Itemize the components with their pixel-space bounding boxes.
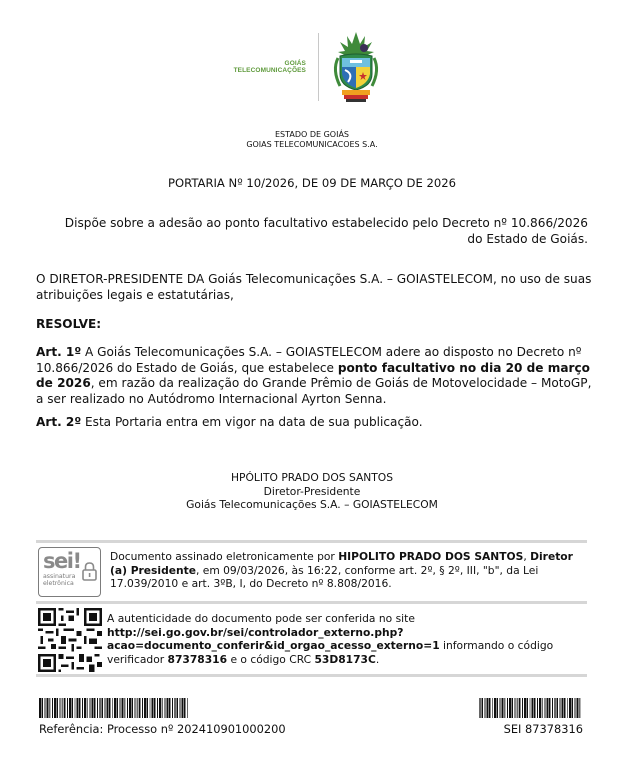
- barcode-bar: [139, 698, 140, 718]
- barcode-bar: [75, 698, 76, 718]
- barcode-bar: [112, 698, 113, 718]
- barcode-bar: [542, 698, 543, 718]
- barcode-bar: [187, 698, 188, 718]
- signature-text-suffix: , em 09/03/2026, às 16:22, conforme art. 2º, § 2º, III, "b", da Lei 17.039/2010 e art. 3ºB, I, do Decreto nº 8.808/2016.: [110, 563, 539, 591]
- barcode-bar: [87, 698, 88, 718]
- barcode-bar: [72, 698, 73, 718]
- barcode-bar: [122, 698, 124, 718]
- signer-role: Diretor-Presidente: [263, 484, 361, 498]
- barcode-bar: [159, 698, 161, 718]
- barcode-bar: [552, 698, 553, 718]
- article-1-text-end: , em razão da realização do Grande Prêmio de Goiás de Motovelocidade – MotoGP, a ser realizado no Autódromo Internacional Ayrton Senna.: [36, 376, 592, 406]
- barcode-bar: [532, 698, 534, 718]
- signer-organization: Goiás Telecomunicações S.A. – GOIASTELECOM: [186, 498, 438, 511]
- barcode-bar: [549, 698, 550, 718]
- article-2: [36, 415, 592, 431]
- barcode-bar: [545, 698, 546, 718]
- lock-icon: [82, 561, 97, 581]
- signature-text: Documento assinado eletronicamente por: [110, 550, 339, 563]
- article-1-highlight: ponto facultativo no dia 20 de março de 2026: [36, 360, 590, 390]
- barcode-bar: [47, 698, 49, 718]
- barcode-bar: [497, 698, 498, 718]
- signature-signer-role: Diretor (a) Presidente: [110, 550, 573, 577]
- barcode-bar: [147, 698, 148, 718]
- logo-divider: [318, 33, 319, 101]
- barcode-bar: [64, 698, 65, 718]
- authenticity-url-line-2[interactable]: acao=documento_conferir&id_orgao_acesso_externo=1: [107, 639, 440, 653]
- barcode-bar: [162, 698, 163, 718]
- barcode-bar: [494, 698, 496, 718]
- barcode-bar: [107, 698, 109, 718]
- barcode-bar: [45, 698, 46, 718]
- barcode-bar: [97, 698, 98, 718]
- article-1-text: A Goiás Telecomunicações S.A. – GOIASTELECOM adere ao disposto no Decreto nº 10.866/2026 do Estado de Goiás, que estabelece: [36, 345, 582, 375]
- barcode-bar: [60, 698, 61, 718]
- barcode-bar: [167, 698, 169, 718]
- state-name: ESTADO DE GOIÁS: [274, 130, 350, 139]
- barcode-bar: [180, 698, 181, 718]
- barcode-bar: [557, 698, 558, 718]
- barcode-bar: [527, 698, 528, 718]
- separator: [36, 674, 587, 677]
- barcode-bar: [154, 698, 155, 718]
- barcode-bar: [157, 698, 158, 718]
- barcode-bar: [54, 698, 56, 718]
- barcode-bar: [165, 698, 166, 718]
- qr-code-icon[interactable]: [38, 608, 102, 672]
- barcode-bar: [554, 698, 556, 718]
- signature-comma: ,: [523, 550, 527, 563]
- ementa-line-1: Dispõe sobre a adesão ao ponto facultativo estabelecido pelo Decreto nº 10.866/2026: [64, 216, 588, 230]
- barcode-bar: [135, 698, 136, 718]
- authenticity-url-line-1[interactable]: http://sei.go.gov.br/sei/controlador_externo.php?: [107, 625, 404, 639]
- authenticity-text-end: .: [375, 652, 380, 666]
- signature-block: [0, 471, 624, 512]
- authenticity-text: A autenticidade do documento pode ser conferida no site: [107, 612, 415, 625]
- barcode-bar: [109, 698, 110, 718]
- authenticity-text-mid: informando o código verificador: [107, 639, 554, 666]
- barcode-bar: [537, 698, 538, 718]
- goiastelecom-logo-text: [232, 60, 306, 74]
- barcode-bar: [504, 698, 505, 718]
- barcode-bar: [57, 698, 58, 718]
- barcode-bar: [182, 698, 184, 718]
- barcode-bar: [507, 698, 508, 718]
- separator: [36, 601, 587, 604]
- barcode-bar: [174, 698, 176, 718]
- barcode-bar: [502, 698, 504, 718]
- authenticity-info: [107, 612, 592, 666]
- portaria-title: PORTARIA Nº 10/2026, DE 09 DE MARÇO DE 2026: [168, 176, 456, 190]
- logo-line-2: TELECOMUNICAÇÕES: [233, 67, 306, 74]
- barcode-bar: [560, 698, 561, 718]
- barcode-bar: [69, 698, 71, 718]
- barcode-bar: [562, 698, 564, 718]
- barcode-bar: [42, 698, 43, 718]
- barcode-bar: [84, 698, 86, 718]
- barcode-bar: [522, 698, 523, 718]
- process-barcode-icon: [39, 698, 189, 718]
- process-reference: Referência: Processo nº 202410901000200: [39, 722, 286, 736]
- sei-stamp-caption-1: assinatura: [43, 573, 76, 580]
- barcode-bar: [539, 698, 541, 718]
- article-1-label: Art. 1º: [36, 345, 82, 359]
- barcode-bar: [512, 698, 513, 718]
- barcode-bar: [184, 698, 185, 718]
- barcode-bar: [117, 698, 118, 718]
- article-2-label: Art. 2º: [36, 415, 82, 429]
- barcode-bar: [127, 698, 128, 718]
- electronic-signature-info: [110, 550, 590, 591]
- signature-signer: HIPOLITO PRADO DOS SANTOS: [338, 550, 524, 563]
- barcode-bar: [129, 698, 131, 718]
- preamble: O DIRETOR-PRESIDENTE DA Goiás Telecomunicações S.A. – GOIASTELECOM, no uso de suas atribuições legais e estatutárias,: [36, 272, 592, 302]
- barcode-bar: [150, 698, 151, 718]
- barcode-bar: [567, 698, 568, 718]
- barcode-bar: [77, 698, 79, 718]
- separator: [36, 540, 587, 543]
- barcode-bar: [79, 698, 80, 718]
- company-name: GOIAS TELECOMUNICACOES S.A.: [246, 140, 378, 149]
- barcode-bar: [530, 698, 531, 718]
- barcode-bar: [492, 698, 493, 718]
- sei-stamp-caption-2: eletrônica: [43, 580, 74, 587]
- sei-document-number: SEI 87378316: [503, 722, 583, 736]
- sei-barcode-icon: [479, 698, 583, 718]
- article-1: [36, 345, 592, 407]
- ementa-line-2: do Estado de Goiás.: [467, 231, 588, 246]
- barcode-bar: [90, 698, 91, 718]
- sei-signature-stamp: [38, 547, 101, 597]
- barcode-bar: [132, 698, 133, 718]
- barcode-bar: [572, 698, 573, 718]
- verifier-code: 87378316: [167, 652, 228, 666]
- barcode-bar: [569, 698, 571, 718]
- barcode-bar: [534, 698, 535, 718]
- barcode-bar: [92, 698, 94, 718]
- barcode-bar: [82, 698, 83, 718]
- barcode-bar: [49, 698, 50, 718]
- barcode-bar: [519, 698, 520, 718]
- barcode-bar: [547, 698, 549, 718]
- barcode-bar: [487, 698, 489, 718]
- barcode-bar: [509, 698, 511, 718]
- barcode-bar: [479, 698, 481, 718]
- barcode-bar: [124, 698, 125, 718]
- article-2-text: Esta Portaria entra em vigor na data de sua publicação.: [81, 415, 423, 429]
- sei-logo: sei!: [43, 549, 81, 573]
- barcode-bar: [102, 698, 103, 718]
- barcode-bar: [482, 698, 483, 718]
- barcode-bar: [62, 698, 64, 718]
- barcode-bar: [489, 698, 490, 718]
- goias-coat-of-arms-icon: [330, 30, 382, 104]
- barcode-bar: [172, 698, 173, 718]
- logo-line-1: GOIÁS: [284, 60, 306, 67]
- barcode-bar: [144, 698, 146, 718]
- barcode-bar: [485, 698, 486, 718]
- barcode-bar: [169, 698, 170, 718]
- barcode-bar: [500, 698, 501, 718]
- barcode-bar: [524, 698, 526, 718]
- barcode-bar: [515, 698, 516, 718]
- barcode-bar: [114, 698, 116, 718]
- barcode-bar: [52, 698, 53, 718]
- barcode-bar: [137, 698, 139, 718]
- signer-name: HPÓLITO PRADO DOS SANTOS: [231, 471, 393, 484]
- barcode-bar: [517, 698, 519, 718]
- barcode-bar: [142, 698, 143, 718]
- ementa: [36, 216, 588, 247]
- barcode-bar: [105, 698, 106, 718]
- barcode-bar: [99, 698, 101, 718]
- crc-code: 53D8173C: [314, 652, 376, 666]
- barcode-bar: [564, 698, 565, 718]
- barcode-bar: [152, 698, 154, 718]
- barcode-bar: [94, 698, 95, 718]
- barcode-bar: [120, 698, 121, 718]
- barcode-bar: [67, 698, 68, 718]
- barcode-bar: [579, 698, 580, 718]
- barcode-bar: [177, 698, 178, 718]
- authenticity-text-mid-2: e o código CRC: [227, 652, 315, 666]
- barcode-bar: [575, 698, 576, 718]
- resolve-heading: RESOLVE:: [36, 317, 102, 331]
- barcode-bar: [577, 698, 579, 718]
- barcode-bar: [39, 698, 41, 718]
